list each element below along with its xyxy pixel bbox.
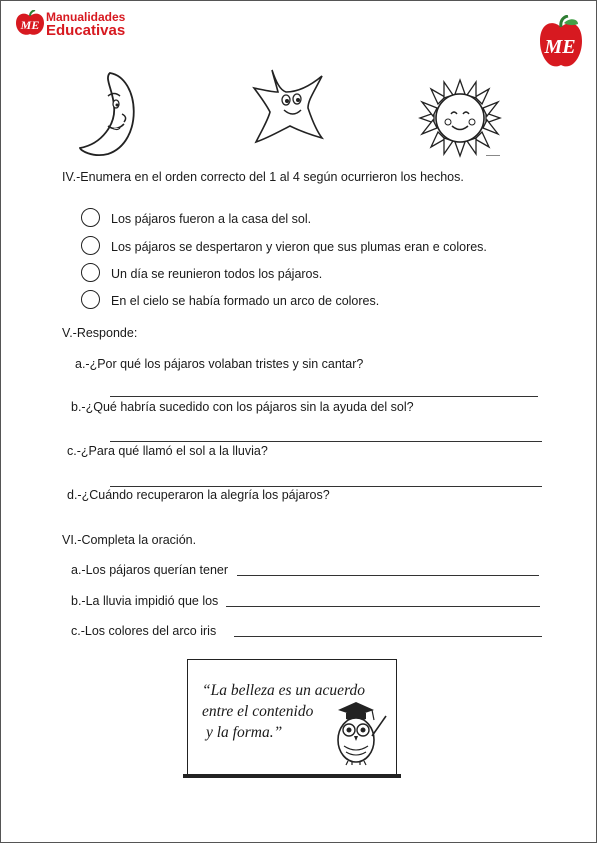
order-item-1: Los pájaros fueron a la casa del sol. [111, 212, 312, 226]
complete-item-a: a.-Los pájaros querían tener [71, 563, 229, 577]
order-box-3[interactable] [81, 263, 100, 282]
apple-logo-icon [538, 15, 584, 73]
complete-line-a[interactable] [237, 575, 539, 576]
quote-line-3: y la forma.” [206, 724, 283, 741]
complete-line-c[interactable] [234, 636, 542, 637]
answer-line-c[interactable] [110, 486, 542, 487]
brand-logo [14, 10, 46, 38]
quote-box [187, 659, 397, 775]
question-c: c.-¿Para qué llamó el sol a la lluvia? [67, 444, 268, 458]
section-4-title: IV.-Enumera en el orden correcto del 1 al 4 según ocurrieron los hechos. [62, 170, 464, 184]
question-b: b.-¿Qué habría sucedido con los pájaros sin la ayuda del sol? [71, 400, 414, 414]
question-d: d.-¿Cuándo recuperaron la alegría los pájaros? [67, 488, 330, 502]
brand-line-2: Educativas [46, 22, 126, 39]
illustration-mark [486, 155, 500, 156]
apple-badge-icon [14, 10, 46, 38]
brand-name [46, 11, 125, 37]
complete-item-b: b.-La lluvia impidió que los [71, 594, 219, 608]
answer-line-a[interactable] [110, 396, 538, 397]
brand-badge-text: ME [20, 18, 40, 32]
corner-logo [538, 15, 584, 73]
sun-icon [418, 78, 502, 158]
star-illustration [252, 68, 326, 144]
corner-logo-text: ME [544, 36, 576, 58]
quote-line-2: entre el contenido [202, 703, 314, 720]
sun-illustration [418, 78, 502, 158]
section-6-title: VI.-Completa la oración. [62, 533, 197, 547]
owl-illustration [326, 696, 390, 766]
quote-box-base [183, 774, 401, 778]
complete-item-c: c.-Los colores del arco iris [71, 624, 217, 638]
section-5-title: V.-Responde: [62, 326, 138, 340]
order-item-4: En el cielo se había formado un arco de colores. [111, 294, 380, 308]
moon-icon [78, 70, 144, 158]
owl-graduate-icon [326, 696, 390, 766]
moon-illustration [78, 70, 144, 158]
order-item-2: Los pájaros se despertaron y vieron que sus plumas eran e colores. [111, 240, 487, 254]
answer-line-b[interactable] [110, 441, 542, 442]
order-box-2[interactable] [81, 236, 100, 255]
question-a: a.-¿Por qué los pájaros volaban tristes y sin cantar? [75, 357, 364, 371]
brand-line-1: Manualidades [46, 10, 126, 24]
order-item-3: Un día se reunieron todos los pájaros. [111, 267, 323, 281]
complete-line-b[interactable] [226, 606, 540, 607]
order-box-4[interactable] [81, 290, 100, 309]
quote-line-1: “La belleza es un acuerdo [202, 682, 366, 699]
star-icon [252, 68, 326, 144]
order-box-1[interactable] [81, 208, 100, 227]
